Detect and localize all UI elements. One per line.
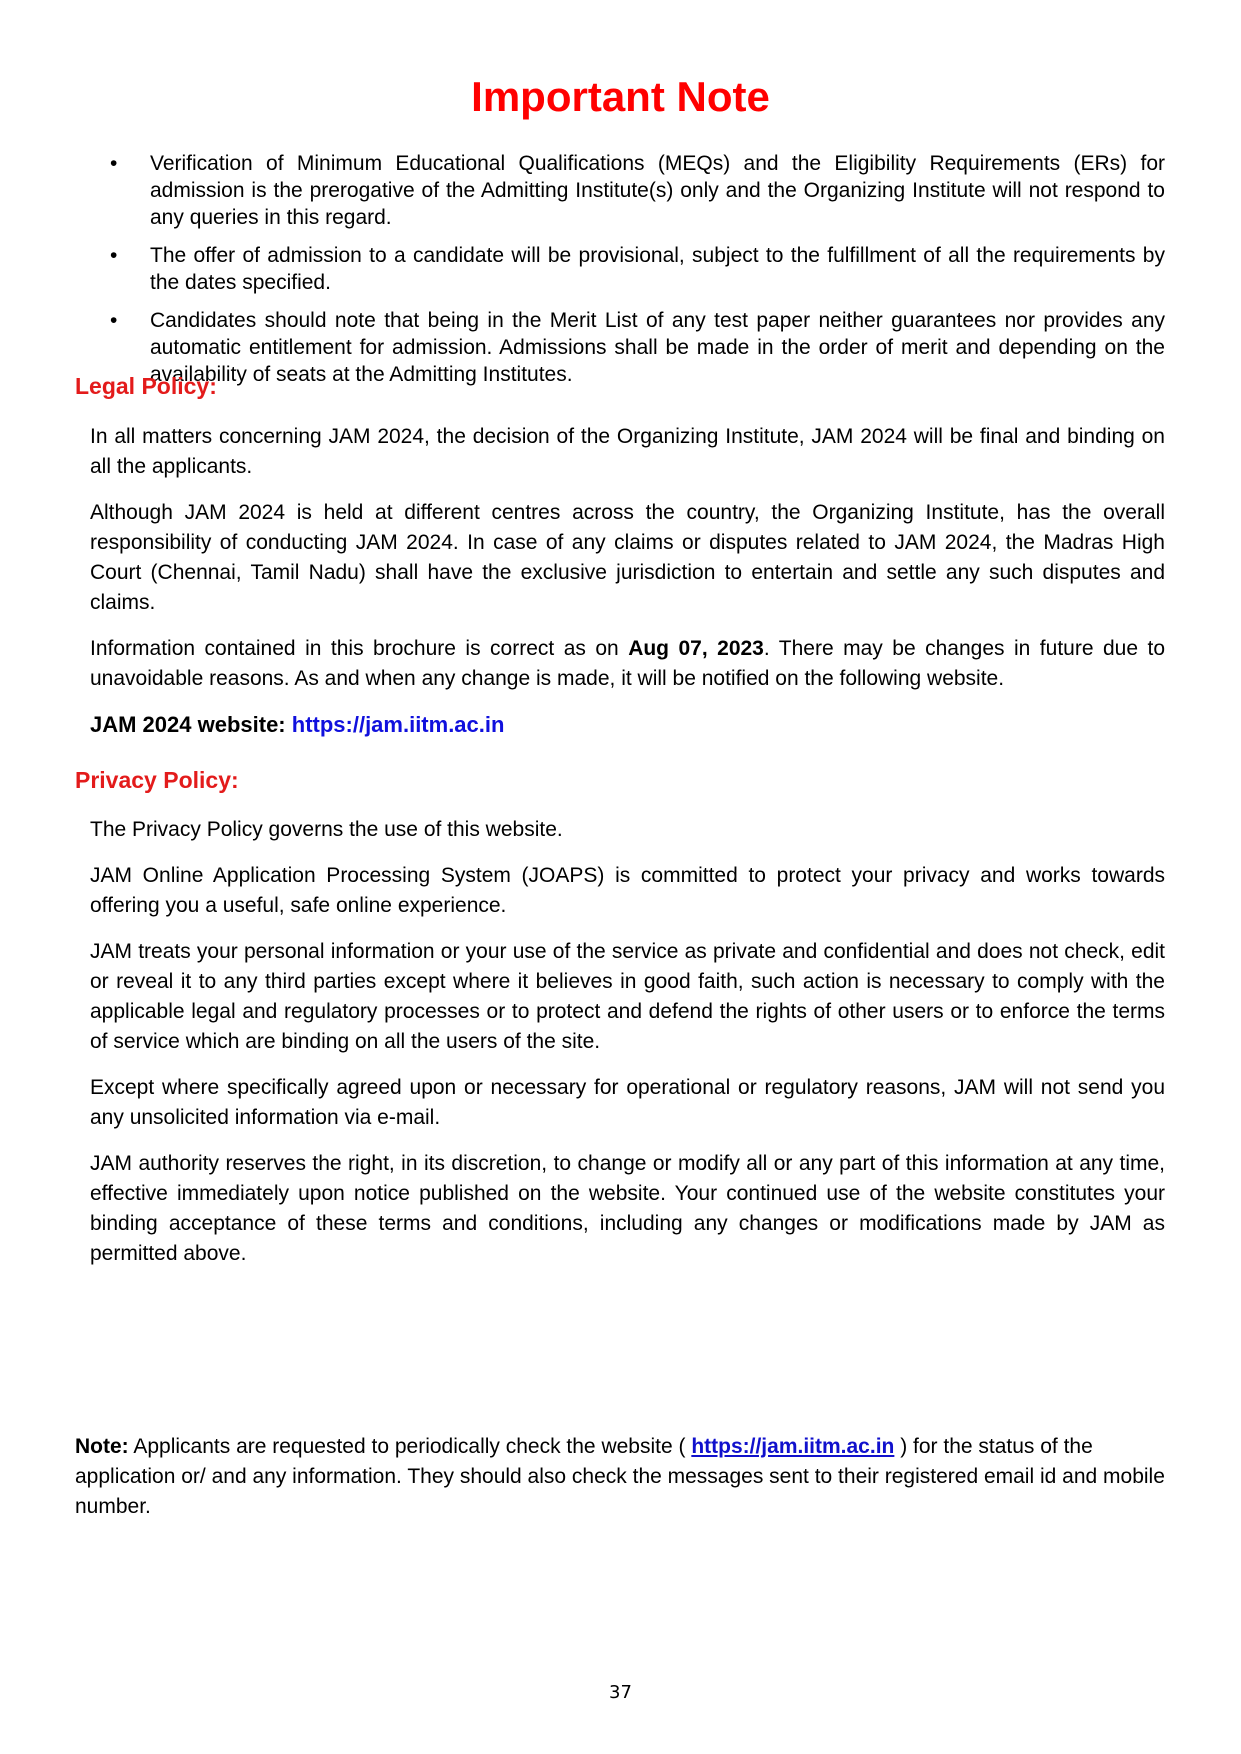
list-item-text: Candidates should note that being in the Merit List of any test paper neither guarantees nor provides any automatic entitlement for admission. Admissions shall be made in the order of merit and depending on the availability of seats at the Admitting Institutes. [150,309,1165,386]
note-text: Applicants are requested to periodically check the website ( [128,1435,692,1458]
list-item [110,242,1165,296]
website-line [90,710,1165,740]
page-number: 37 [609,1682,632,1703]
list-item-text: The offer of admission to a candidate will be provisional, subject to the fulfillment of all the requirements by the dates specified. [150,244,1165,294]
privacy-paragraph: JAM treats your personal information or your use of the service as private and confidential and does not check, edit or reveal it to any third parties except where it believes in good faith, such action is necessary to comply with the applicable legal and regulatory processes or to protect and defend the rights of other users or to enforce the terms of service which are binding on all the users of the site. [90,940,1165,1053]
bullet-icon: • [110,152,118,175]
website-label: JAM 2024 website: [90,712,292,737]
page-title: Important Note [471,73,770,120]
bullet-icon: • [110,244,118,267]
info-date: Aug 07, 2023 [628,637,764,660]
note-text-rest: ) for the status of the application or/ and any information. They should also check the messages sent to their registered email id and mobile number. [75,1435,1165,1518]
legal-policy-section [90,422,1165,756]
note-label: Note: [75,1435,129,1458]
legal-paragraph: In all matters concerning JAM 2024, the decision of the Organizing Institute, JAM 2024 will be final and binding on all the applicants. [90,425,1165,478]
privacy-paragraph: JAM Online Application Processing System (JOAPS) is committed to protect your privacy and works towards offering you a useful, safe online experience. [90,864,1165,917]
list-item [110,307,1165,388]
list-item-text: Verification of Minimum Educational Qualifications (MEQs) and the Eligibility Requirements (ERs) for admission is the prerogative of the Admitting Institute(s) only and the Organizing Institute will not respond to any queries in this regard. [150,152,1165,229]
bullet-icon: • [110,309,118,332]
important-note-list [110,150,1165,399]
note-website-link[interactable]: https://jam.iitm.ac.in [691,1435,895,1458]
info-text-rest: . There may be changes in future due to unavoidable reasons. As and when any change is made, it will be notified on the following website. [90,637,1165,690]
legal-policy-heading: Legal Policy: [75,373,217,399]
info-text: Information contained in this brochure is correct as on [90,637,629,660]
privacy-policy-section [90,815,1165,1285]
list-item [110,150,1165,231]
note-paragraph [75,1432,1165,1522]
legal-paragraph: Although JAM 2024 is held at different centres across the country, the Organizing Institute, has the overall responsibility of conducting JAM 2024. In case of any claims or disputes related to JAM 2024, the Madras High Court (Chennai, Tamil Nadu) shall have the exclusive jurisdiction to entertain and settle any such disputes and claims. [90,501,1165,614]
privacy-paragraph: JAM authority reserves the right, in its discretion, to change or modify all or any part of this information at any time, effective immediately upon notice published on the website. Your continued use of the website constitutes your binding acceptance of these terms and conditions, including any changes or modifications made by JAM as permitted above. [90,1152,1165,1265]
info-paragraph [90,634,1165,694]
privacy-paragraph: Except where specifically agreed upon or necessary for operational or regulatory reasons, JAM will not send you any unsolicited information via e-mail. [90,1076,1165,1129]
privacy-paragraph: The Privacy Policy governs the use of this website. [90,818,563,841]
privacy-policy-heading: Privacy Policy: [75,767,239,793]
website-link[interactable]: https://jam.iitm.ac.in [291,712,505,737]
